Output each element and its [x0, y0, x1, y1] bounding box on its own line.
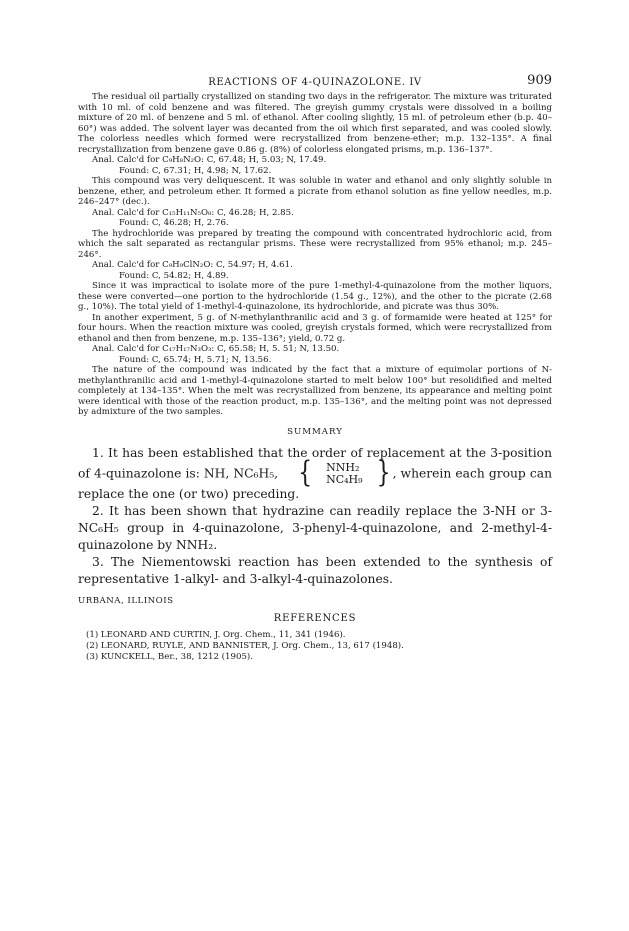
paragraph: This compound was very deliquescent. It was soluble in water and ethanol and only slightly soluble in benzene, ether, and petroleum ether. It formed a picrate from ethanol solution as fine yellow needles, m.p. 246–247° (dec.).	[78, 176, 552, 207]
analysis-found: Found: C, 65.74; H, 5.71; N, 13.56.	[119, 354, 272, 365]
summary-text: , wherein each group can replace the one (or two) preceding.	[78, 466, 552, 501]
page	[78, 74, 552, 663]
summary-item: 2. It has been shown that hydrazine can readily replace the 3-NH or 3-NC₆H₅ group in 4-quinazolone, 3-phenyl-4-quinazolone, and 2-methyl-4-quinazolone by NNH₂.	[78, 503, 552, 552]
analysis-found: Found: C, 54.82; H, 4.89.	[119, 270, 229, 281]
paragraph: Since it was impractical to isolate more of the pure 1-methyl-4-quinazolone from the mother liquors, these were converted—one portion to the hydrochloride (1.54 g., 12%), and the other to the picrate (2.68 g., 10%). The total yield of 1-methyl-4-quinazolone, its hydrochloride, and picrate was thus 30%.	[78, 281, 552, 312]
summary-item: 3. The Niementowski reaction has been extended to the synthesis of representative 1-alkyl- and 3-alkyl-4-quinazolones.	[78, 554, 552, 586]
analysis-calc: Anal. Calc'd for C₁₇H₁₇N₃O₃: C, 65.58; H, 5. 51; N, 13.50.	[92, 344, 340, 354]
running-header	[78, 74, 552, 92]
reference-item: (2) LEONARD, RUYLE, AND BANNISTER, J. Org. Chem., 13, 617 (1948).	[86, 640, 404, 651]
page-number: 909	[527, 73, 552, 88]
left-brace: {	[298, 456, 313, 490]
running-title: REACTIONS OF 4-QUINAZOLONE. IV	[208, 77, 422, 88]
paragraph: In another experiment, 5 g. of N-methylanthranilic acid and 3 g. of formamide were heated at 125° for four hours. When the reaction mixture was cooled, greyish crystals formed, which were recrystallized from ethanol and then from benzene, m.p. 135–136°; yield, 0.72 g.	[78, 312, 552, 344]
paragraph: The nature of the compound was indicated by the fact that a mixture of equimolar portions of N-methylanthranilic acid and 1-methyl-4-quinazolone started to melt below 100° but resolidified and melted completely at 134–135°. When the melt was recrystallized from benzene, its appearance and melting point were identical with those of the reaction product, m.p. 135–136°, and the melting point was not depressed by admixture of the two samples.	[78, 365, 552, 417]
experimental-text	[78, 92, 552, 418]
analysis-calc: Anal. Calc'd for C₁₅H₁₁N₅O₈: C, 46.28; H, 2.85.	[92, 207, 294, 218]
analysis-found: Found: C, 67.31; H, 4.98; N, 17.62.	[119, 165, 272, 176]
summary	[78, 445, 552, 588]
brace-group	[284, 456, 391, 490]
reference-list	[78, 630, 552, 663]
location: URBANA, ILLINOIS	[78, 595, 174, 606]
right-brace: }	[376, 456, 391, 490]
summary-heading: SUMMARY	[287, 426, 343, 437]
analysis-calc: Anal. Calc'd for C₉H₈N₂O: C, 67.48; H, 5.03; N, 17.49.	[92, 155, 327, 165]
reference-item: (1) LEONARD AND CURTIN, J. Org. Chem., 11, 341 (1946).	[86, 629, 346, 640]
paragraph: The residual oil partially crystallized on standing two days in the refrigerator. The mixture was triturated with 10 ml. of cold benzene and was filtered. The greyish gummy crystals were dissolved in a boiling mixture of 20 ml. of benzene and 5 ml. of ethanol. After cooling slightly, 15 ml. of petroleum ether (b.p. 40–60°) was added. The solvent layer was decanted from the oil which first separated, and was cooled slowly. The colorless needles which formed were recrystallized from benzene-ether; m.p. 132–135°. A final recrystallization from benzene gave 0.86 g. (8%) of colorless elongated prisms, m.p. 136–137°.	[78, 92, 552, 155]
analysis-calc: Anal. Calc'd for C₉H₉ClN₂O: C, 54.97; H, 4.61.	[92, 260, 293, 270]
group-bottom: NC₄H₉	[326, 472, 363, 486]
paragraph: The hydrochloride was prepared by treating the compound with concentrated hydrochloric acid, from which the salt separated as rectangular prisms. These were recrystallized from 95% ethanol; m.p. 245–246°.	[78, 228, 552, 260]
summary-text: 1. It has been established that the order of replacement at the 3-position of 4-quinazolone is: NH, NC₆H₅,	[78, 445, 552, 480]
references-heading: REFERENCES	[273, 612, 357, 624]
summary-item	[78, 445, 552, 503]
reference-item: (3) KUNCKELL, Ber., 38, 1212 (1905).	[86, 651, 253, 662]
analysis-found: Found: C, 46.28; H, 2.76.	[119, 218, 229, 228]
group-top: NNH₂	[326, 460, 360, 474]
